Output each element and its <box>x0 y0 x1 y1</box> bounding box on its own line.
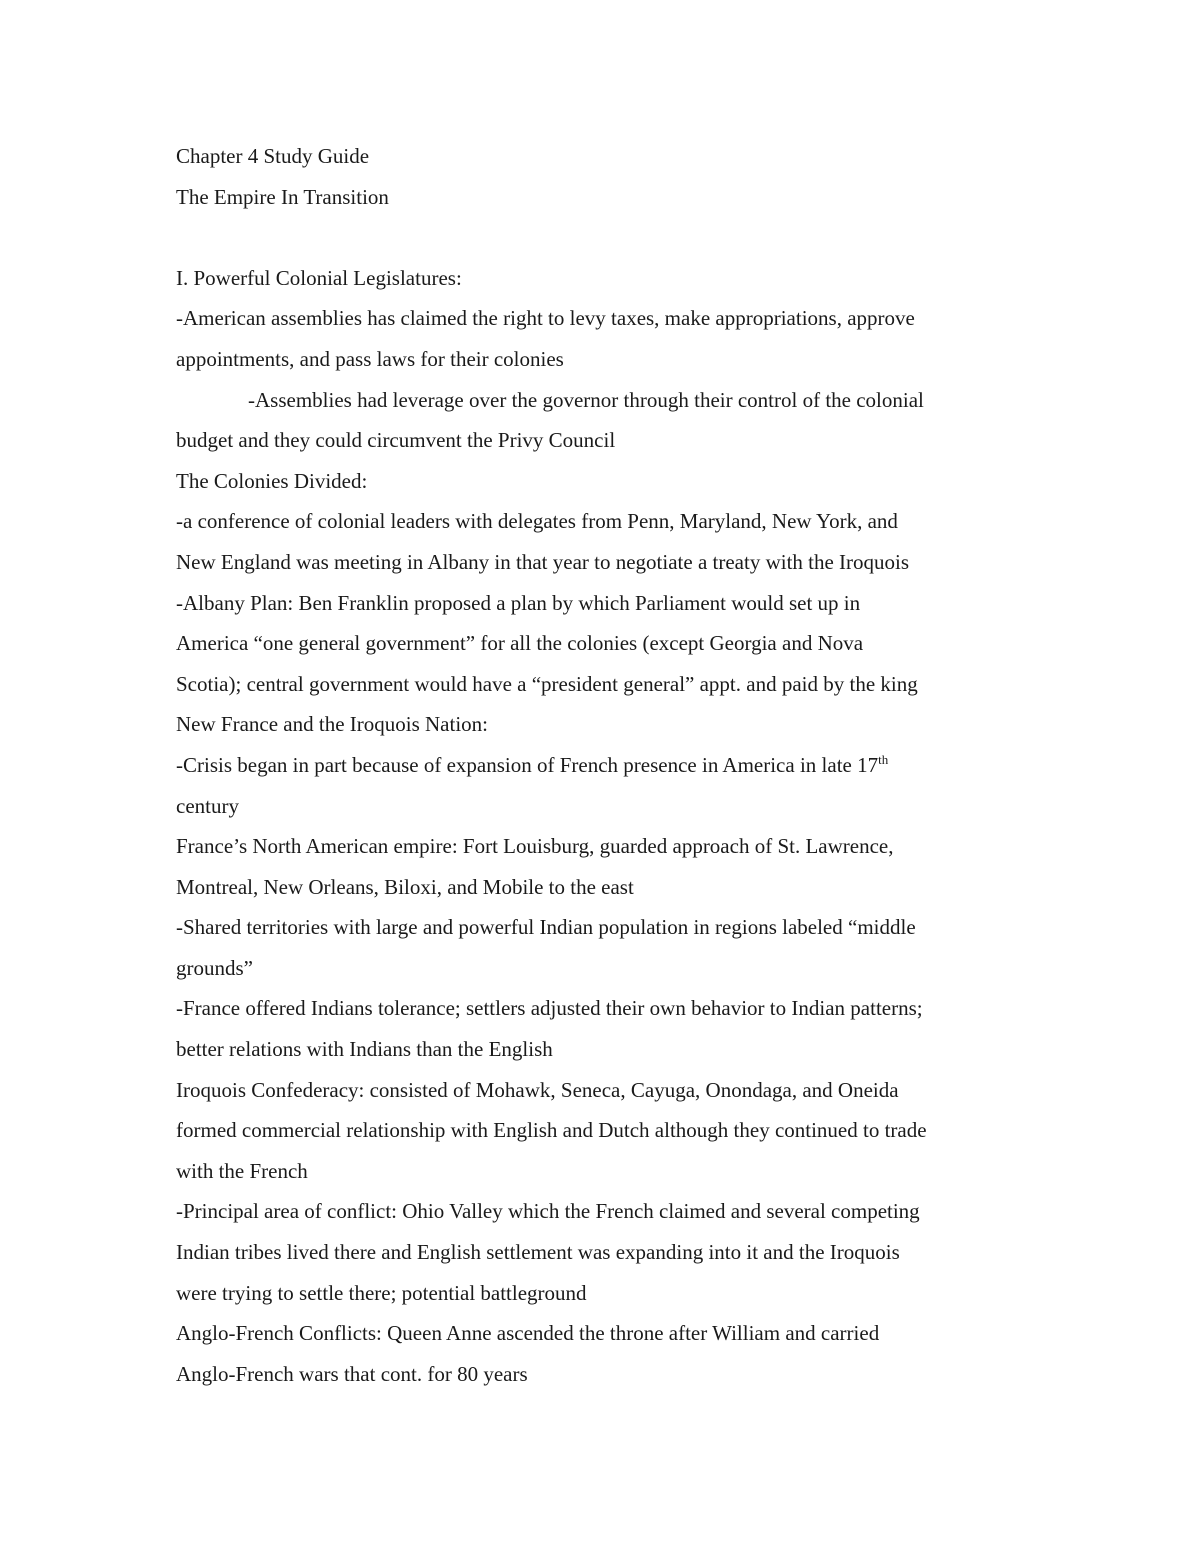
text-line: better relations with Indians than the English <box>176 1037 553 1062</box>
text-line: Indian tribes lived there and English settlement was expanding into it and the Iroquois <box>176 1240 900 1265</box>
text-line: -France offered Indians tolerance; settlers adjusted their own behavior to Indian patterns; <box>176 996 923 1021</box>
blank-line <box>176 217 1036 258</box>
section-heading: I. Powerful Colonial Legislatures: <box>176 265 462 290</box>
superscript: th <box>878 751 889 767</box>
text-line: budget and they could circumvent the Privy Council <box>176 428 616 453</box>
section-heading: The Colonies Divided: <box>176 468 368 493</box>
text-line: Anglo-French wars that cont. for 80 years <box>176 1361 528 1386</box>
text-line: Scotia); central government would have a “president general” appt. and paid by the king <box>176 671 918 696</box>
text-line: were trying to settle there; potential battleground <box>176 1280 587 1305</box>
text-line: -a conference of colonial leaders with delegates from Penn, Maryland, New York, and <box>176 509 898 534</box>
text-line: Montreal, New Orleans, Biloxi, and Mobile to the east <box>176 874 634 899</box>
text-line: -Principal area of conflict: Ohio Valley which the French claimed and several competing <box>176 1199 920 1224</box>
indented-text-line: -Assemblies had leverage over the governor through their control of the colonial <box>248 387 924 412</box>
section-heading: New France and the Iroquois Nation: <box>176 712 488 737</box>
text-line: grounds” <box>176 955 253 980</box>
text-line: formed commercial relationship with English and Dutch although they continued to trade <box>176 1118 927 1143</box>
text-line: -Albany Plan: Ben Franklin proposed a plan by which Parliament would set up in <box>176 590 861 615</box>
text-line: -Shared territories with large and powerful Indian population in regions labeled “middle <box>176 915 916 940</box>
document-title: Chapter 4 Study Guide <box>176 144 370 168</box>
document-subtitle: The Empire In Transition <box>176 184 389 209</box>
text-line: Iroquois Confederacy: consisted of Mohawk, Seneca, Cayuga, Onondaga, and Oneida <box>176 1077 899 1102</box>
document-page <box>176 136 1036 1394</box>
text-line: -American assemblies has claimed the right to levy taxes, make appropriations, approve <box>176 306 915 331</box>
text-line <box>176 745 1036 786</box>
text-line: France’s North American empire: Fort Louisburg, guarded approach of St. Lawrence, <box>176 834 894 859</box>
text-line: America “one general government” for all the colonies (except Georgia and Nova <box>176 631 864 656</box>
text-span: -Crisis began in part because of expansion of French presence in America in late 17 <box>176 752 879 777</box>
text-line: century <box>176 793 239 818</box>
text-line: appointments, and pass laws for their colonies <box>176 346 564 371</box>
text-line: Anglo-French Conflicts: Queen Anne ascended the throne after William and carried <box>176 1321 880 1346</box>
text-line: New England was meeting in Albany in that year to negotiate a treaty with the Iroquois <box>176 549 910 574</box>
text-line: with the French <box>176 1158 308 1183</box>
